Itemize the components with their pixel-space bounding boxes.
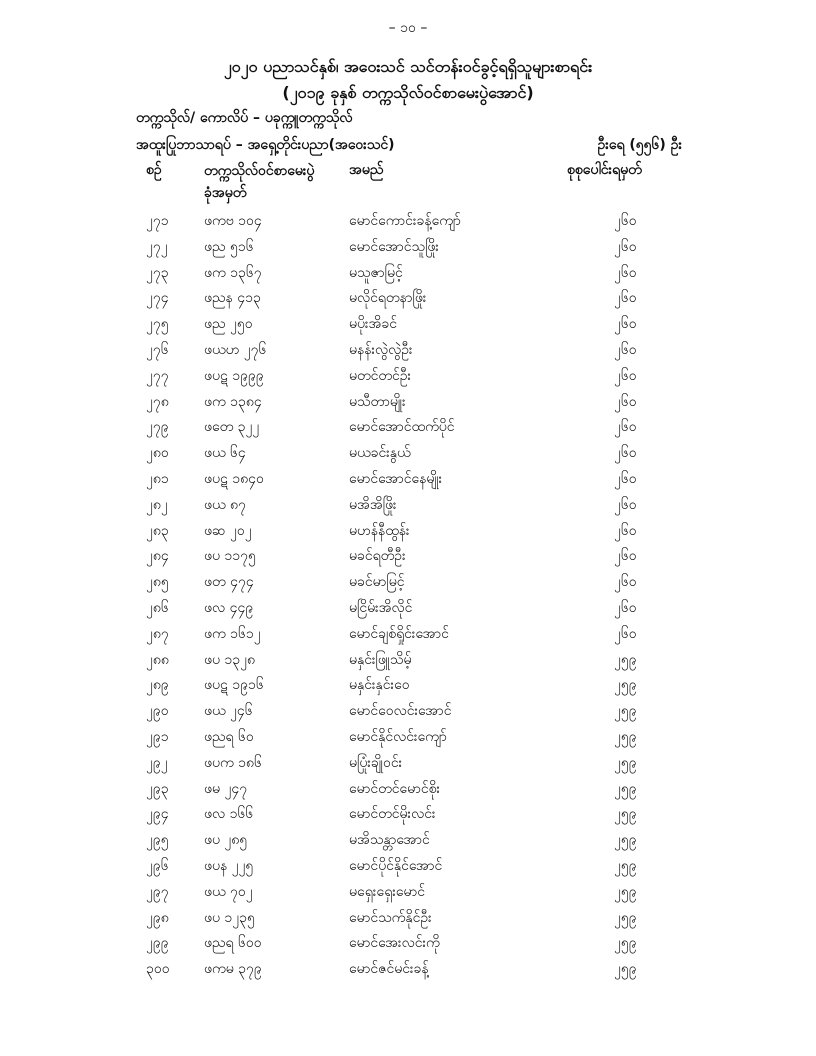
roll-number: ဖပ ၁၂၃၅ <box>204 909 255 926</box>
page-number: – ၁၀ – <box>388 20 428 36</box>
list-item <box>0 235 816 261</box>
serial-number: ၂၇၄ <box>146 290 169 307</box>
roll-number: ဖက ၁၃၆၇ <box>204 264 262 281</box>
student-name: မဟန်နီထွန်း <box>349 522 410 539</box>
serial-number: ၂၉၅ <box>146 832 169 849</box>
roll-number: ဖယ ၇၀၂ <box>204 883 253 900</box>
list-item <box>0 906 816 932</box>
document-subtitle: (၂၀၁၉ ခုနှစ် တက္ကသိုလ်ဝင်စာမေးပွဲအောင်) <box>282 83 534 102</box>
total-marks: ၂၆၀ <box>614 341 637 358</box>
student-name: မလိုင်ရတနာဖြိုး <box>349 290 427 307</box>
total-marks: ၂၆၀ <box>614 470 637 487</box>
total-marks: ၂၅၉ <box>614 677 637 694</box>
roll-number: ဖတေ ၃၂၂ <box>204 419 260 436</box>
serial-number: ၂၉၇ <box>146 883 169 900</box>
list-item <box>0 493 816 519</box>
column-header-marks: စုစုပေါင်းရမှတ် <box>567 162 642 178</box>
total-marks: ၂၆၀ <box>614 367 637 384</box>
serial-number: ၂၈၀ <box>146 445 169 462</box>
total-marks: ၂၆၀ <box>614 599 637 616</box>
list-item <box>0 828 816 854</box>
serial-number: ၂၉၀ <box>146 703 169 720</box>
column-header-name: အမည် <box>349 162 384 178</box>
serial-number: ၃၀၀ <box>146 961 170 978</box>
roll-number: ဖပက ၁၈၆ <box>204 754 262 771</box>
student-name: မသီတာမျိုး <box>349 393 406 410</box>
student-name: မအိအိဖြိုး <box>349 496 397 513</box>
list-item <box>0 880 816 906</box>
major-line: အထူးပြုဘာသာရပ် – အရှေ့တိုင်းပညာ(အဝေးသင်) <box>136 137 395 153</box>
student-name: မောင်ကောင်းခန့်ကျော် <box>349 213 461 229</box>
student-name: မအိသန္တာအောင် <box>349 832 430 849</box>
total-marks: ၂၅၉ <box>614 703 637 720</box>
column-header-roll <box>204 160 314 204</box>
list-item <box>0 854 816 880</box>
student-name: မနှင်းနှင်းဝေ <box>349 677 410 694</box>
serial-number: ၂၈၂ <box>146 496 168 513</box>
list-item <box>0 699 816 725</box>
student-name: မပြုံးချိုဝင်း <box>349 754 403 771</box>
total-marks: ၂၅၉ <box>614 909 637 926</box>
serial-number: ၂၉၃ <box>146 780 169 797</box>
roll-number: ဖညရ ၆၀ <box>204 728 254 745</box>
total-marks: ၂၅၉ <box>614 728 637 745</box>
student-name: မနှင်းဖြူသိမ့် <box>349 651 412 668</box>
serial-number: ၂၈၈ <box>146 651 169 668</box>
student-name: မပိုးအိခင် <box>349 316 398 333</box>
student-name: မခင်ရတီဦး <box>349 548 406 565</box>
list-item <box>0 596 816 622</box>
student-name: မနန်းလွဲလွဲဦး <box>349 341 413 358</box>
roll-number: ဖညရ ၆၀၀ <box>204 935 262 952</box>
list-item <box>0 957 816 983</box>
serial-number: ၂၉၄ <box>146 806 169 823</box>
serial-number: ၂၈၄ <box>146 548 169 565</box>
total-marks: ၂၆၀ <box>614 290 637 307</box>
student-name: မရှေးရှေးမောင် <box>349 883 426 900</box>
student-name: မောင်သက်နိုင်ဦး <box>349 909 432 926</box>
serial-number: ၂၈၆ <box>146 599 169 616</box>
total-marks: ၂၅၉ <box>614 754 637 771</box>
roll-number: ဖဆ ၂၀၂ <box>204 522 252 539</box>
roll-number: ဖမ ၂၄၇ <box>204 780 248 797</box>
list-item <box>0 802 816 828</box>
roll-number: ဖပဋ ၁၉၁၆ <box>204 677 264 694</box>
serial-number: ၂၈၅ <box>146 574 169 591</box>
list-item <box>0 751 816 777</box>
roll-number: ဖယ ၂၄၆ <box>204 703 253 720</box>
serial-number: ၂၇၈ <box>146 393 169 410</box>
total-marks: ၂၅၉ <box>614 806 637 823</box>
serial-number: ၂၈၇ <box>146 625 169 642</box>
list-item <box>0 725 816 751</box>
list-item <box>0 544 816 570</box>
student-name: မငြိမ်းအိလိုင် <box>349 599 413 616</box>
list-item <box>0 931 816 957</box>
list-item <box>0 261 816 287</box>
total-marks: ၂၅၉ <box>614 651 637 668</box>
total-marks: ၂၆၀ <box>614 496 637 513</box>
student-name: မောင်တင်မောင်စိုး <box>349 780 441 797</box>
student-name: မောင်ပိုင်နိုင်အောင် <box>349 857 443 874</box>
student-name: မောင်ဝေလင်းအောင် <box>349 703 452 720</box>
serial-number: ၂၇၉ <box>146 419 169 436</box>
roll-number: ဖကဗ ၁၀၄ <box>204 213 262 229</box>
total-marks: ၂၆၀ <box>614 574 637 591</box>
serial-number: ၂၉၉ <box>146 935 169 952</box>
roll-number: ဖပ ၁၃၂၈ <box>204 651 256 668</box>
student-name: မတင်တင်ဦး <box>349 367 412 384</box>
serial-number: ၂၇၁ <box>146 213 169 229</box>
student-name: မောင်အောင်နေမျိုး <box>349 470 443 487</box>
total-marks: ၂၅၉ <box>614 857 637 874</box>
list-item <box>0 777 816 803</box>
roll-number: ဖက ၁၆၁၂ <box>204 625 261 642</box>
total-count: ဦးရေ (၅၅၆) ဦး <box>597 137 682 153</box>
list-item <box>0 570 816 596</box>
total-marks: ၂၅၉ <box>614 883 637 900</box>
total-marks: ၂၆၀ <box>614 419 637 436</box>
list-item <box>0 390 816 416</box>
serial-number: ၂၈၉ <box>146 677 169 694</box>
roll-number: ဖလ ၁၆၆ <box>204 806 254 823</box>
roll-number: ဖပဋ ၁၉၉၉ <box>204 367 264 384</box>
list-item <box>0 622 816 648</box>
roll-number: ဖယ ၈၇ <box>204 496 246 513</box>
serial-number: ၂၈၃ <box>146 522 169 539</box>
column-header-roll-line2: ခုံအမှတ် <box>204 185 247 201</box>
total-marks: ၂၆၀ <box>614 625 637 642</box>
serial-number: ၂၈၁ <box>146 470 169 487</box>
roll-number: ဖယ ၆၄ <box>204 445 246 462</box>
results-list <box>0 209 816 983</box>
serial-number: ၂၇၆ <box>146 341 169 358</box>
student-name: မောင်နိုင်လင်းကျော် <box>349 728 447 745</box>
serial-number: ၂၉၈ <box>146 909 169 926</box>
roll-number: ဖက ၁၃၈၄ <box>204 393 262 410</box>
total-marks: ၂၅၉ <box>614 961 637 978</box>
roll-number: ဖပ ၂၈၅ <box>204 832 248 849</box>
total-marks: ၂၅၉ <box>614 780 637 797</box>
total-marks: ၂၆၀ <box>614 548 637 565</box>
serial-number: ၂၉၆ <box>146 857 169 874</box>
list-item <box>0 338 816 364</box>
student-name: မသူဇာမြင့် <box>349 264 403 281</box>
serial-number: ၂၇၇ <box>146 367 169 384</box>
serial-number: ၂၇၃ <box>146 264 169 281</box>
roll-number: ဖကမ ၃၇၉ <box>204 961 262 978</box>
student-name: မောင်အောင်ထက်ပိုင် <box>349 419 455 436</box>
roll-number: ဖတ ၄၇၄ <box>204 574 254 591</box>
list-item <box>0 209 816 235</box>
roll-number: ဖညန ၄၁၃ <box>204 290 261 307</box>
total-marks: ၂၆၀ <box>614 264 637 281</box>
total-marks: ၂၆၀ <box>614 393 637 410</box>
student-name: မခင်မာမြင့် <box>349 574 405 591</box>
total-marks: ၂၅၉ <box>614 832 637 849</box>
student-name: မောင်အေးလင်းကို <box>349 935 440 952</box>
serial-number: ၂၇၂ <box>146 238 168 255</box>
roll-number: ဖည ၂၅၀ <box>204 316 253 333</box>
total-marks: ၂၆၀ <box>614 238 637 255</box>
list-item <box>0 312 816 338</box>
document-title: ၂၀၂၀ ပညာသင်နှစ်၊ အဝေးသင် သင်တန်းဝင်ခွင့်ရရှိသူများစာရင်း <box>223 57 593 76</box>
roll-number: ဖယဟ ၂၇၆ <box>204 341 267 358</box>
total-marks: ၂၆၀ <box>614 522 637 539</box>
student-name: မောင်ဇင်မင်းခန့် <box>349 961 429 978</box>
list-item <box>0 648 816 674</box>
list-item <box>0 415 816 441</box>
roll-number: ဖပ ၁၁၇၅ <box>204 548 256 565</box>
list-item <box>0 364 816 390</box>
roll-number: ဖည ၅၁၆ <box>204 238 254 255</box>
total-marks: ၂၆၀ <box>614 213 637 229</box>
column-header-roll-line1: တက္ကသိုလ်ဝင်စာမေးပွဲ <box>204 163 315 179</box>
roll-number: ဖပဋ ၁၈၄၀ <box>204 470 264 487</box>
student-name: မယခင်းနွယ် <box>349 445 411 462</box>
list-item <box>0 441 816 467</box>
column-header-serial: စဉ် <box>146 162 162 178</box>
student-name: မောင်အောင်သူဖြိုး <box>349 238 439 255</box>
list-item <box>0 286 816 312</box>
student-name: မောင်ချစ်ရှိုင်းအောင် <box>349 625 449 642</box>
total-marks: ၂၆၀ <box>614 316 637 333</box>
total-marks: ၂၆၀ <box>614 445 637 462</box>
list-item <box>0 519 816 545</box>
total-marks: ၂၅၉ <box>614 935 637 952</box>
student-name: မောင်တင်မိုးလင်း <box>349 806 436 823</box>
serial-number: ၂၇၅ <box>146 316 169 333</box>
list-item <box>0 673 816 699</box>
serial-number: ၂၉၁ <box>146 728 169 745</box>
serial-number: ၂၉၂ <box>146 754 168 771</box>
roll-number: ဖပန ၂၂၅ <box>204 857 254 874</box>
roll-number: ဖလ ၄၄၉ <box>204 599 254 616</box>
list-item <box>0 467 816 493</box>
university-line: တက္ကသိုလ်/ ကောလိပ် – ပခုက္ကူတက္ကသိုလ် <box>136 110 353 126</box>
